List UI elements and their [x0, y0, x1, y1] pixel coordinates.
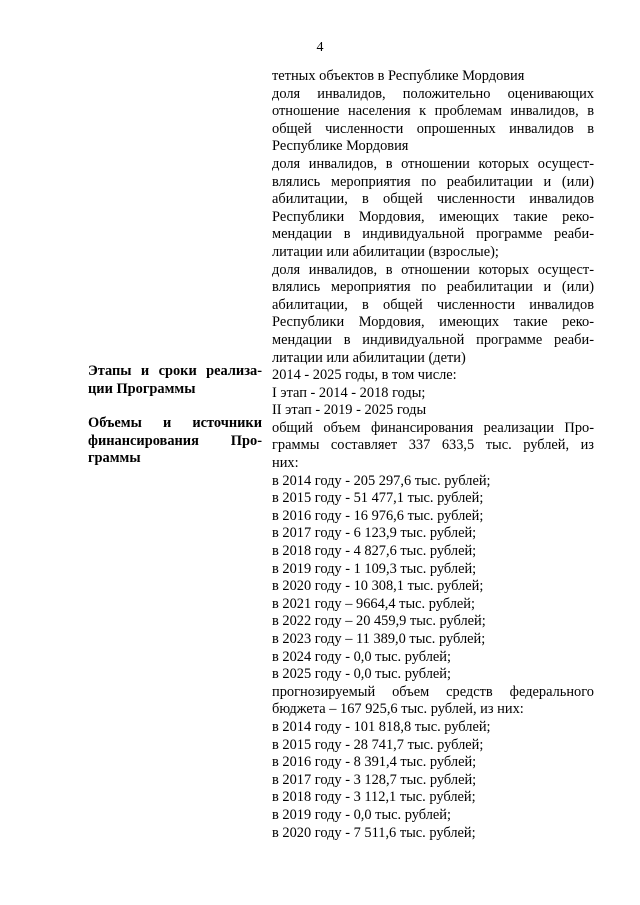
- text-line: в 2025 году - 0,0 тыс. рублей;: [272, 666, 451, 683]
- text-line: отношение населения к проблемам инвалидов, в: [272, 103, 594, 120]
- text-line: тетных объектов в Республике Мордовия: [272, 68, 525, 84]
- text-line: граммы составляет 337 633,5 тыс. рублей, из: [272, 437, 594, 454]
- text-line: общей численности опрошенных инвалидов в: [272, 120, 594, 137]
- label-funding-volumes: [88, 415, 262, 468]
- text-line: в 2017 году - 3 128,7 тыс. рублей;: [272, 771, 477, 788]
- text-line: в 2015 году - 28 741,7 тыс. рублей;: [272, 736, 484, 753]
- text-line: в 2019 году - 0,0 тыс. рублей;: [272, 806, 451, 823]
- text-line: доля инвалидов, в отношении которых осущест-: [272, 261, 594, 278]
- text-line: II этап - 2019 - 2025 годы: [272, 402, 427, 419]
- text-line: абилитации, в общей численности инвалидов: [272, 191, 594, 208]
- text-line: абилитации, в общей численности инвалидов: [272, 296, 594, 313]
- label-line: Этапы и сроки реализа-: [88, 363, 262, 379]
- content-column: [272, 68, 594, 842]
- text-line: в 2018 году - 4 827,6 тыс. рублей;: [272, 543, 477, 560]
- text-line: мендации в индивидуальной программе реаби-: [272, 331, 594, 348]
- label-line: ции Программы: [88, 380, 196, 397]
- label-line: Объемы и источники: [88, 415, 262, 431]
- text-line: мендации в индивидуальной программе реаби-: [272, 226, 594, 243]
- text-line: в 2017 году - 6 123,9 тыс. рублей;: [272, 525, 477, 542]
- text-line: Республике Мордовия: [272, 138, 409, 155]
- text-line: в 2023 году – 11 389,0 тыс. рублей;: [272, 631, 486, 647]
- text-line: в 2014 году - 101 818,8 тыс. рублей;: [272, 718, 491, 735]
- text-line: общий объем финансирования реализации Про-: [272, 419, 594, 436]
- text-line: доля инвалидов, в отношении которых осущест-: [272, 155, 594, 172]
- text-line: них:: [272, 455, 299, 472]
- text-line: в 2018 году - 3 112,1 тыс. рублей;: [272, 789, 476, 806]
- text-line: в 2024 году - 0,0 тыс. рублей;: [272, 648, 451, 665]
- text-line: в 2016 году - 8 391,4 тыс. рублей;: [272, 754, 477, 771]
- text-line: в 2022 году – 20 459,9 тыс. рублей;: [272, 613, 486, 630]
- label-stages-and-terms: [88, 363, 262, 398]
- text-line: бюджета – 167 925,6 тыс. рублей, из них:: [272, 701, 524, 718]
- text-line: литации или абилитации (дети): [272, 349, 466, 366]
- text-line: прогнозируемый объем средств федерального: [272, 683, 594, 700]
- text-line: литации или абилитации (взрослые);: [272, 243, 499, 260]
- text-line: доля инвалидов, положительно оценивающих: [272, 85, 594, 102]
- text-line: в 2021 году – 9664,4 тыс. рублей;: [272, 595, 475, 612]
- text-line: 2014 - 2025 годы, в том числе:: [272, 367, 457, 384]
- text-line: в 2016 году - 16 976,6 тыс. рублей;: [272, 507, 484, 524]
- label-line: граммы: [88, 450, 141, 467]
- text-line: влялись мероприятия по реабилитации и (или): [272, 173, 594, 190]
- text-line: в 2015 году - 51 477,1 тыс. рублей;: [272, 490, 484, 507]
- page-number: 4: [316, 40, 324, 55]
- text-line: в 2020 году - 7 511,6 тыс. рублей;: [272, 824, 476, 841]
- label-line: финансирования Про-: [88, 432, 262, 449]
- text-line: в 2019 году - 1 109,3 тыс. рублей;: [272, 560, 477, 577]
- text-line: в 2020 году - 10 308,1 тыс. рублей;: [272, 578, 484, 595]
- text-line: влялись мероприятия по реабилитации и (или): [272, 279, 594, 296]
- text-line: Республики Мордовия, имеющих такие реко-: [272, 208, 594, 225]
- text-line: I этап - 2014 - 2018 годы;: [272, 384, 426, 401]
- text-line: Республики Мордовия, имеющих такие реко-: [272, 314, 594, 331]
- text-line: в 2014 году - 205 297,6 тыс. рублей;: [272, 472, 491, 489]
